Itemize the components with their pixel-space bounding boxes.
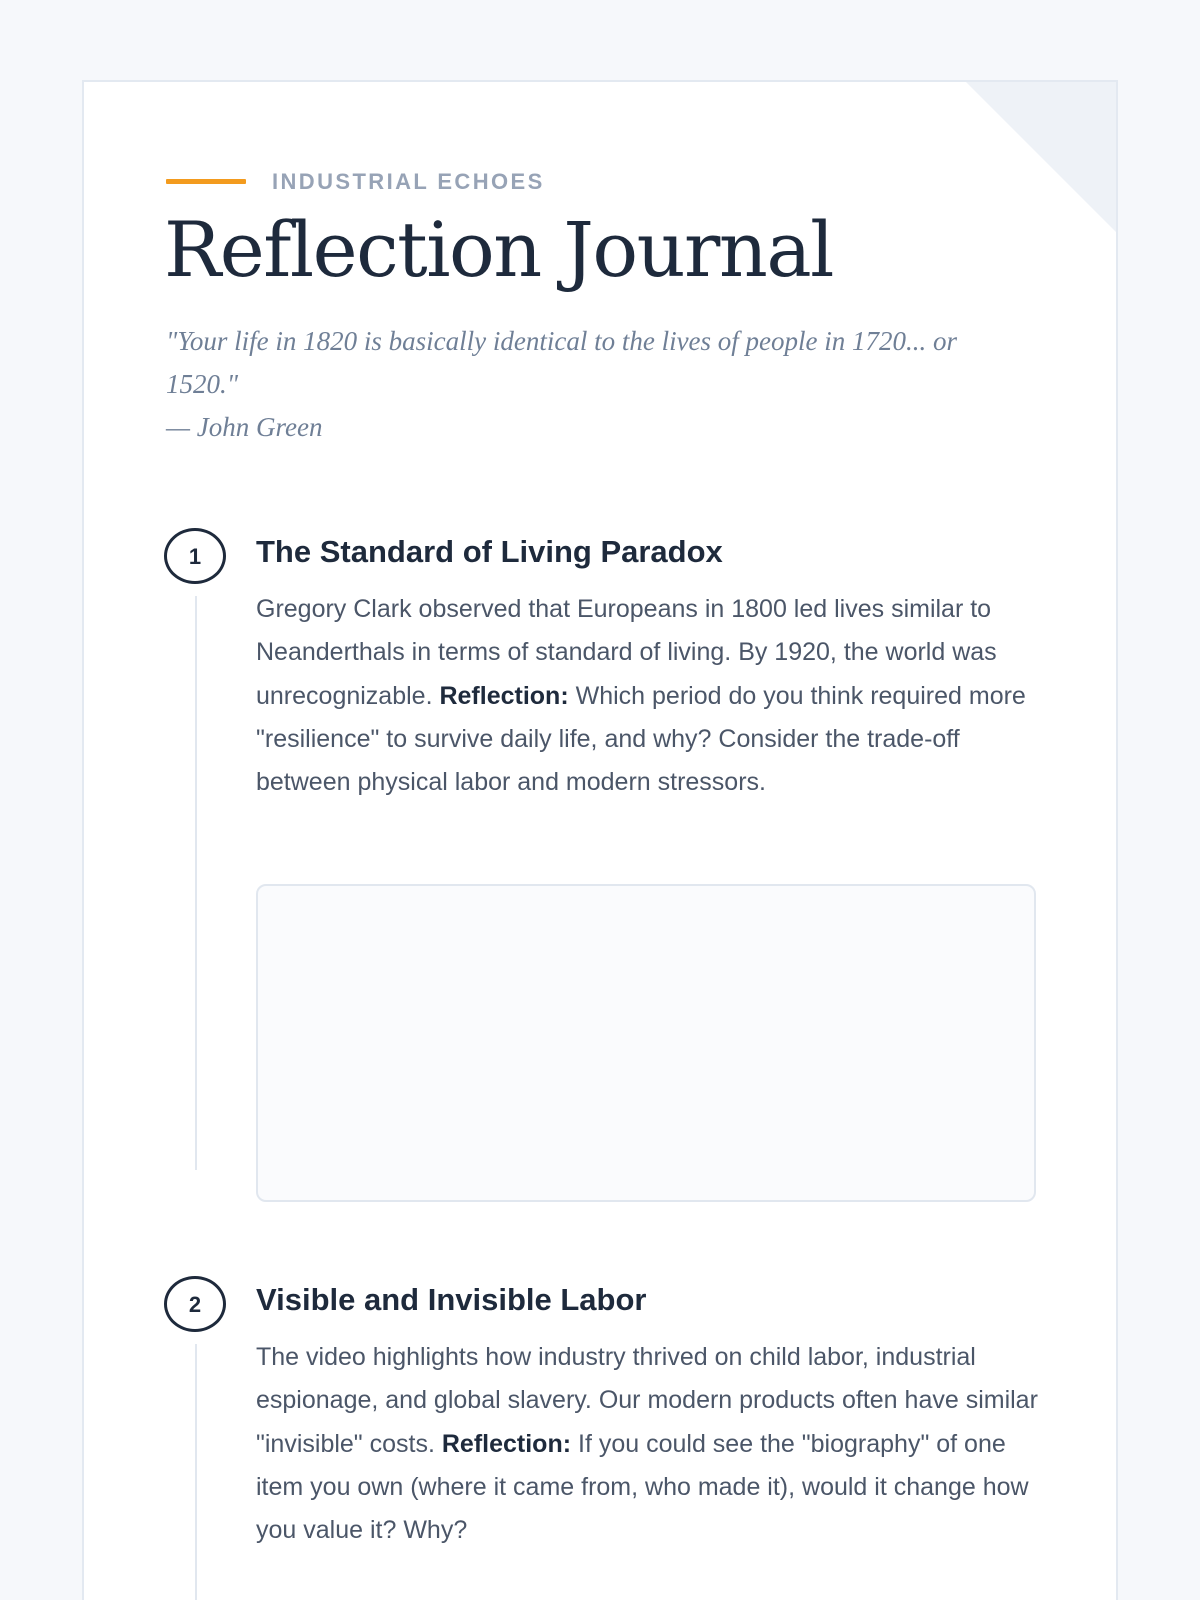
prompt-body-text: The video highlights how industry thrived on child labor, industrial espionage, and global slavery. Our modern products often have similar "invisible" costs. xyxy=(256,1343,1038,1458)
prompt-number-badge: 2 xyxy=(164,1276,226,1332)
reflection-answer-field[interactable] xyxy=(256,884,1036,1202)
prompt-title: Visible and Invisible Labor xyxy=(256,1282,647,1317)
epigraph-quote xyxy=(166,320,966,449)
eyebrow-accent-line xyxy=(166,179,246,184)
prompt-body xyxy=(256,588,1046,804)
page-title: Reflection Journal xyxy=(164,205,833,294)
quote-author: — John Green xyxy=(166,412,323,442)
prompt-timeline-rail xyxy=(195,596,197,1170)
journal-page xyxy=(82,80,1118,1600)
prompt-body xyxy=(256,1336,1046,1552)
prompt-title: The Standard of Living Paradox xyxy=(256,534,723,569)
prompt-question-text: If you could see the "biography" of one item you own (where it came from, who made it), would it change how you value it? Why? xyxy=(256,1429,1029,1545)
folded-corner-decoration xyxy=(966,82,1116,232)
reflection-label: Reflection: xyxy=(439,681,569,710)
prompt-timeline-rail xyxy=(195,1344,197,1600)
eyebrow-label: INDUSTRIAL ECHOES xyxy=(272,169,545,194)
quote-text: "Your life in 1820 is basically identical to the lives of people in 1720... or 1520." xyxy=(166,326,958,399)
prompt-body-text: Gregory Clark observed that Europeans in 1800 led lives similar to Neanderthals in terms of standard of living. By 1920, the world was unrecognizable. xyxy=(256,595,997,710)
prompt-question-text: Which period do you think required more "resilience" to survive daily life, and why? Consider the trade-off between physical labor and modern stressors. xyxy=(256,681,1026,797)
reflection-label: Reflection: xyxy=(441,1429,572,1458)
prompt-number-badge: 1 xyxy=(164,528,226,584)
